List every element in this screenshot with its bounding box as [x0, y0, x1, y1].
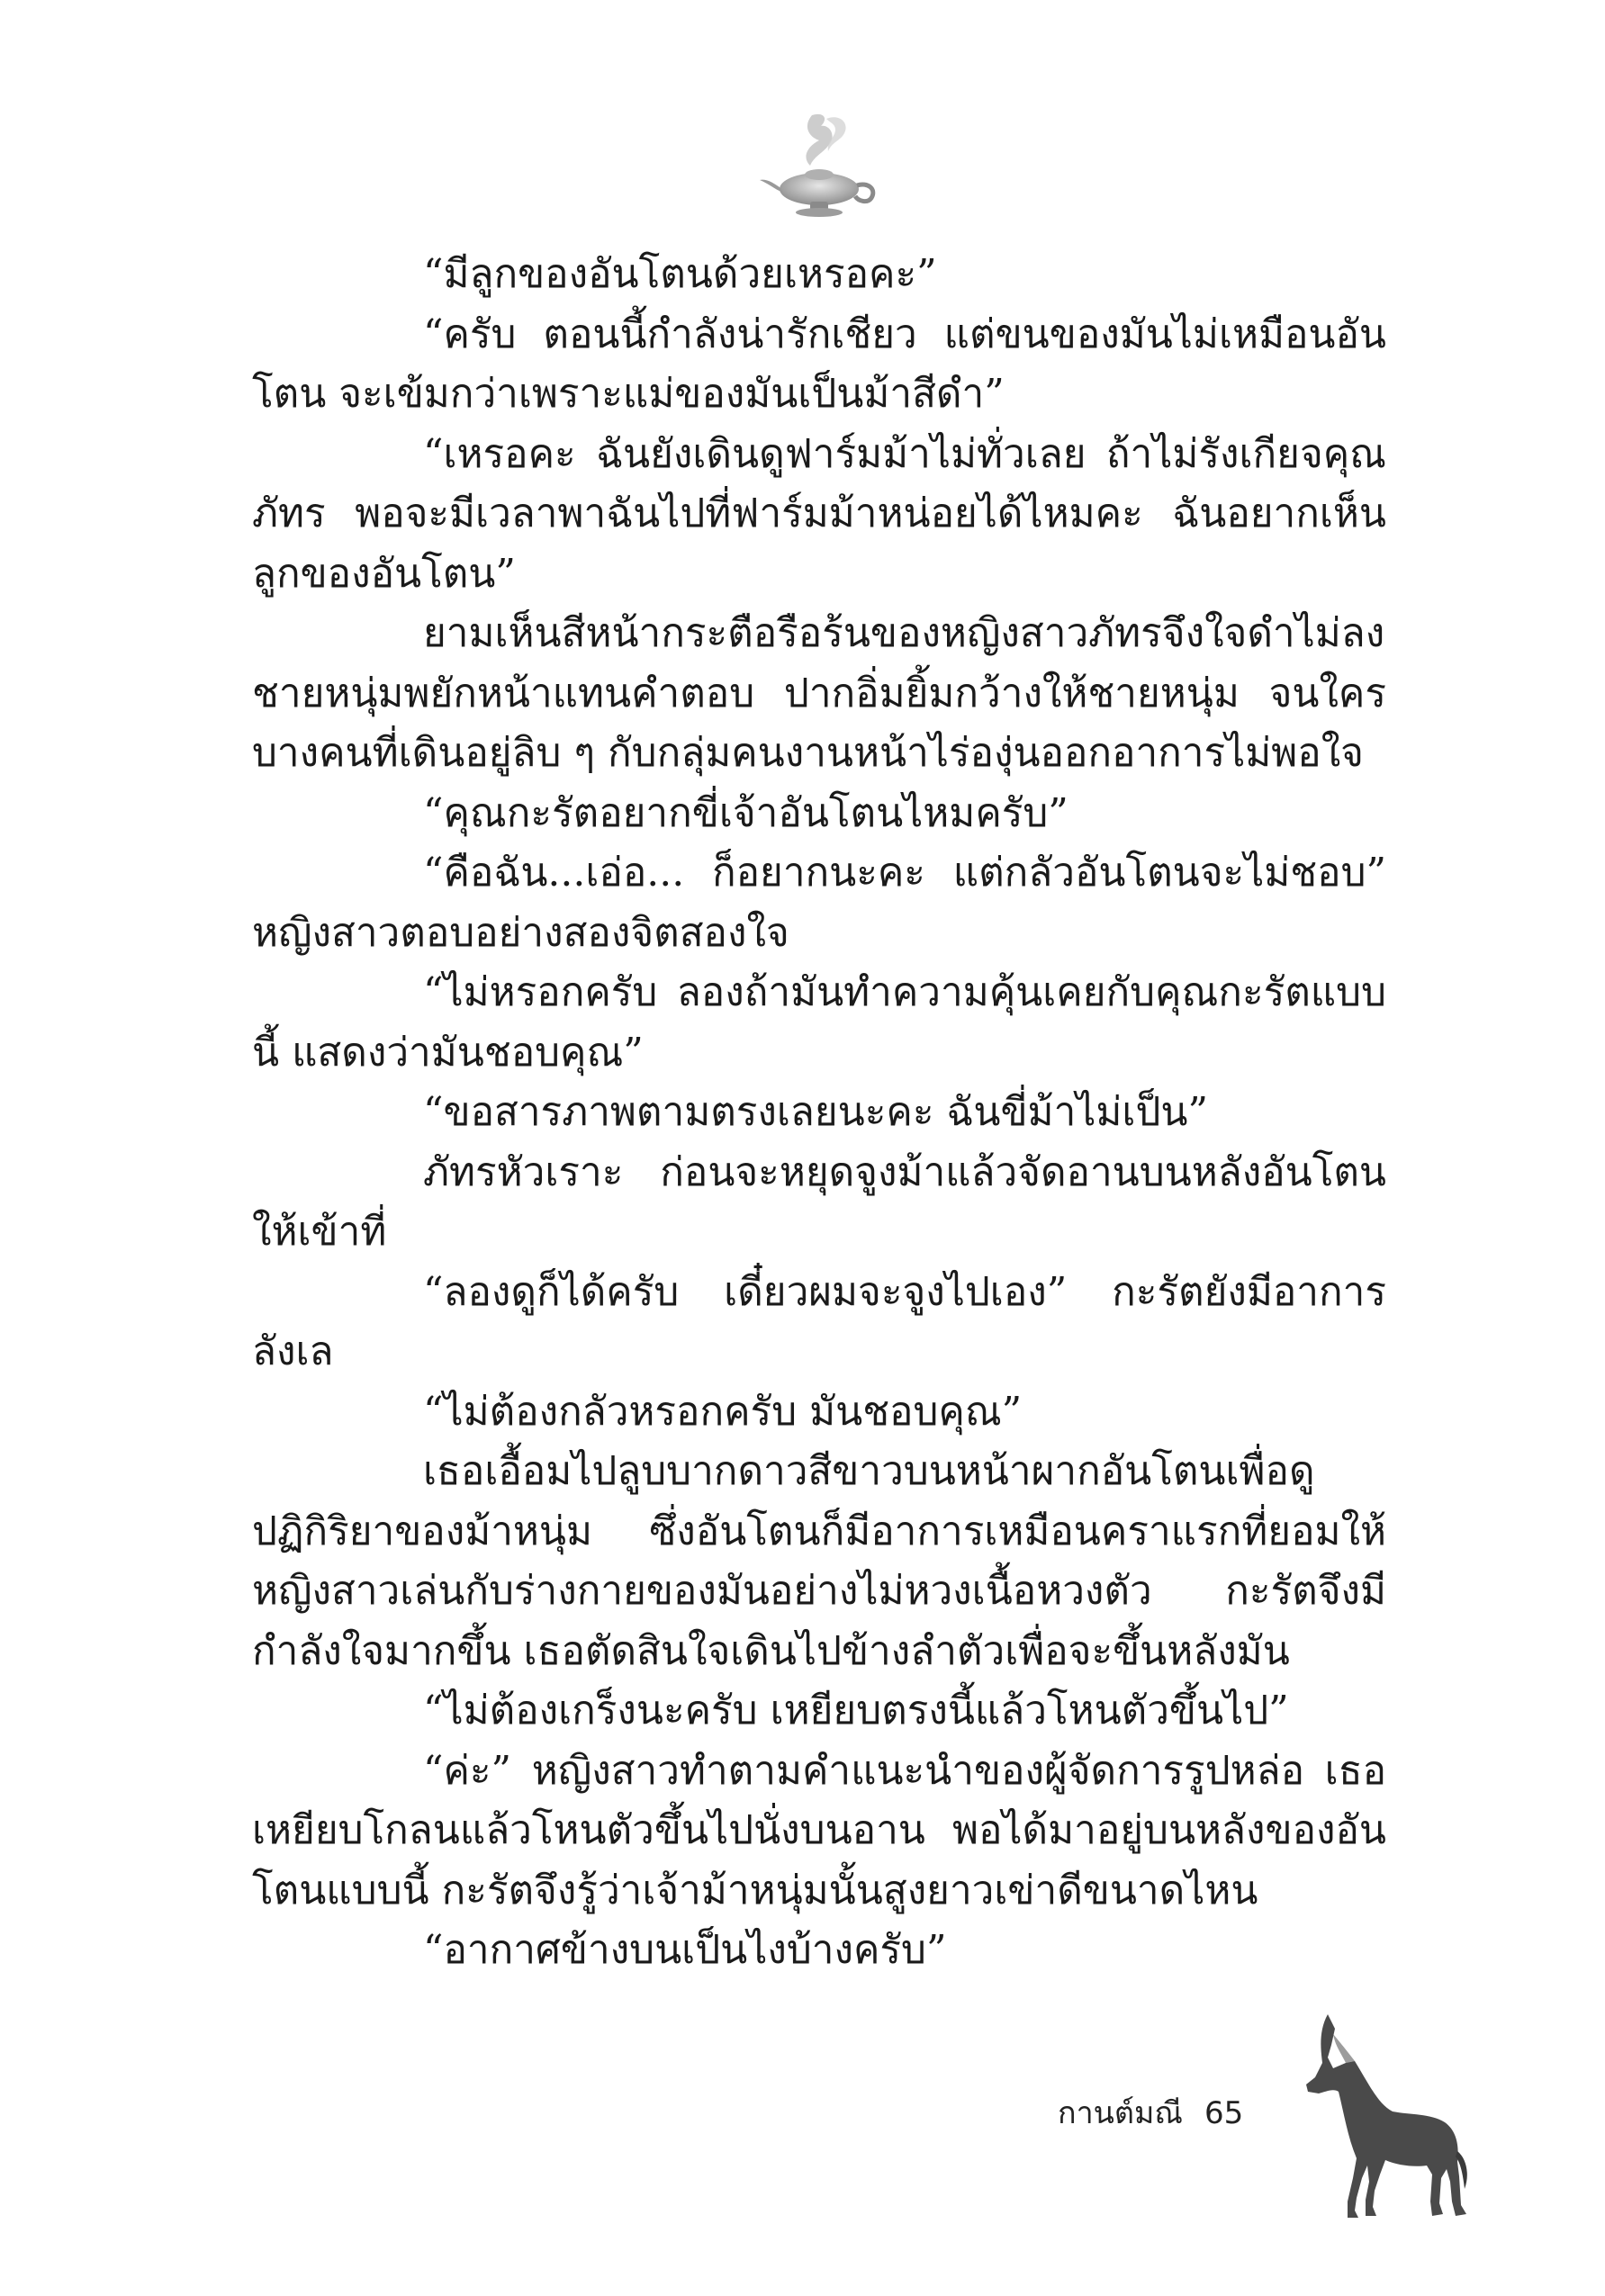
paragraph-14: “ค่ะ” หญิงสาวทำตามคำแนะนำของผู้จัดการรูปหล่อ เธอเหยียบโกลนแล้วโหนตัวขึ้นไปนั่งบนอาน พอได้มาอยู่บนหลังของอันโตนแบบนี้ กะรัตจึงรู้ว่าเจ้าม้าหนุ่มนั้นสูงยาวเข่าดีขนาดไหน — [252, 1747, 1386, 1913]
page-number: 65 — [1204, 2095, 1244, 2131]
paragraph-2: “ครับ ตอนนี้กำลังน่ารักเชียว แต่ขนของมันไม่เหมือนอันโตน จะเข้มกว่าเพราะแม่ของมันเป็นม้าสีดำ” — [252, 311, 1386, 417]
paragraph-3: “เหรอคะ ฉันยังเดินดูฟาร์มม้าไม่ทั่วเลย ถ้าไม่รังเกียจคุณภัทร พอจะมีเวลาพาฉันไปที่ฟาร์มม้าหน่อยได้ไหมคะ ฉันอยากเห็นลูกของอันโตน” — [252, 430, 1386, 597]
paragraph-12: เธอเอื้อมไปลูบบากดาวสีขาวบนหน้าผากอันโตนเพื่อดูปฏิกิริยาของม้าหนุ่ม ซึ่งอันโตนก็มีอาการเหมือนคราแรกที่ยอมให้หญิงสาวเล่นกับร่างกายของมันอย่างไม่หวงเนื้อหวงตัว กะรัตจึงมีกำลังใจมากขึ้น เธอตัดสินใจเดินไปข้างลำตัวเพื่อจะขึ้นหลังมัน — [252, 1448, 1386, 1674]
paragraph-4: ยามเห็นสีหน้ากระตือรือร้นของหญิงสาวภัทรจึงใจดำไม่ลง ชายหนุ่มพยักหน้าแทนคำตอบ ปากอิ่มยิ้มกว้างให้ชายหนุ่ม จนใครบางคนที่เดินอยู่ลิบ ๆ กับกลุ่มคนงานหน้าไร่องุ่นออกอาการไม่พอใจ — [252, 610, 1386, 776]
story-text — [252, 245, 1386, 1981]
paragraph-10: “ลองดูก็ได้ครับ เดี๋ยวผมจะจูงไปเอง” กะรัตยังมีอาการลังเล — [252, 1268, 1386, 1374]
page-footer — [1058, 2088, 1243, 2137]
paragraph-6: “คือฉัน...เอ่อ... ก็อยากนะคะ แต่กลัวอันโตนจะไม่ชอบ” หญิงสาวตอบอย่างสองจิตสองใจ — [252, 850, 1386, 956]
magic-lamp-icon — [756, 106, 882, 223]
paragraph-7: “ไม่หรอกครับ ลองถ้ามันทำความคุ้นเคยกับคุณกะรัตแบบนี้ แสดงว่ามันชอบคุณ” — [252, 969, 1386, 1076]
paragraph-5: “คุณกะรัตอยากขี่เจ้าอันโตนไหมครับ” — [423, 789, 1068, 836]
paragraph-13: “ไม่ต้องเกร็งนะครับ เหยียบตรงนี้แล้วโหนตัวขึ้นไป” — [423, 1688, 1289, 1733]
paragraph-15: “อากาศข้างบนเป็นไงบ้างครับ” — [423, 1927, 947, 1973]
author-name: กานต์มณี — [1058, 2095, 1183, 2131]
horse-icon — [1292, 1998, 1472, 2223]
paragraph-11: “ไม่ต้องกลัวหรอกครับ มันชอบคุณ” — [423, 1388, 1023, 1435]
paragraph-8: “ขอสารภาพตามตรงเลยนะคะ ฉันขี่ม้าไม่เป็น” — [423, 1089, 1208, 1135]
paragraph-1: “มีลูกของอันโตนด้วยเหรอคะ” — [423, 251, 937, 297]
paragraph-9: ภัทรหัวเราะ ก่อนจะหยุดจูงม้าแล้วจัดอานบนหลังอันโตนให้เข้าที่ — [252, 1148, 1386, 1255]
